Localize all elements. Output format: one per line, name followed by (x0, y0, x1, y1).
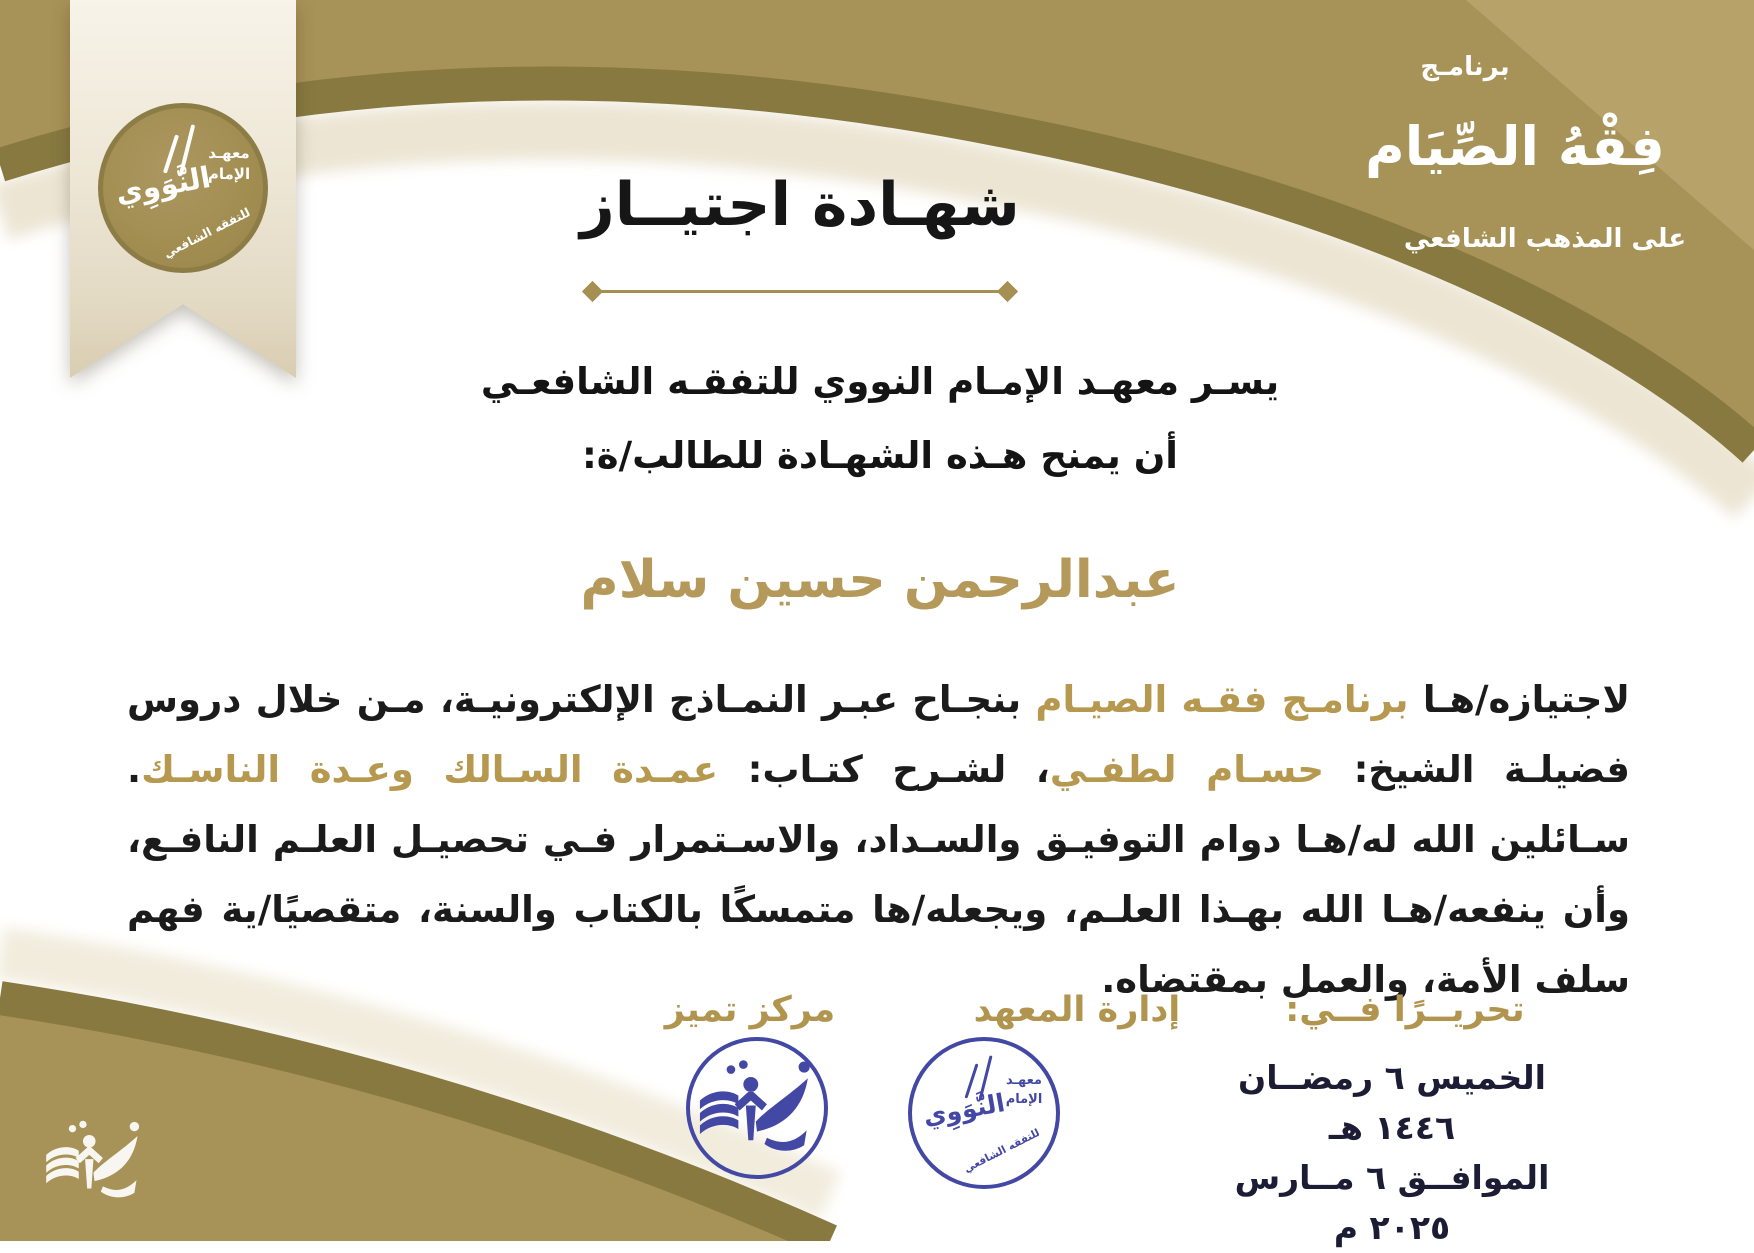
stamp-line2: الإمام (1005, 1092, 1043, 1107)
program-tagline: على المذهب الشافعي (1403, 224, 1687, 254)
stamp-line1: معهـد (1006, 1073, 1042, 1088)
gregorian-date: الموافــق ٦ مــارس ٢٠٢٥ م (1234, 1158, 1550, 1247)
intro-line2: أن يمنح هـذه الشهـادة للطالب/ة: (582, 434, 1178, 477)
certificate-body: لاجتيازه/هـا برنامـج فقـه الصيـام بنجـاح عبـر النمـاذج الإلكترونيـة، مـن خلال دروس فضيلـة الشيخ: حسـام لطفـي، لشـرح كتـاب: عمـدة السـالك وعـدة الناسـك. سـائلين الله له/هـا دوام التوفيـق والسـداد، والاسـتمرار فـي تحصيـل العلـم النافـع، وأن ينفعه/هـا الله بهـذا العلـم، ويجعله/ها متمسكًا بالكتاب والسنة، متقصيًا/ية فهم سلف الأمة، والعمل بمقتضاه. (127, 678, 1630, 1001)
institute-logo-calligraphy: النَّوَوِي (113, 159, 213, 211)
student-name: عبدالرحمن حسين سلام (580, 550, 1180, 610)
hijri-date: الخميس ٦ رمضــان ١٤٤٦ هـ (1238, 1058, 1546, 1147)
certificate-title: شهـادة اجتيــاز (580, 170, 1020, 240)
divider-line (600, 290, 1000, 293)
ribbon-bookmark (70, 0, 296, 378)
stamp-tagline: للتفقه الشافعي (962, 1126, 1042, 1176)
institute-logo (98, 103, 268, 273)
tamayoz-stamp (686, 1037, 828, 1179)
institute-logo-line1: معهـد (208, 144, 250, 162)
institute-logo-tagline: للتفقه الشافعي (161, 205, 253, 261)
program-kicker: برنامـج (1420, 52, 1510, 82)
institute-logo-line2: الإمام (207, 165, 251, 183)
stamp-calligraphy: النَّوَوِي (920, 1088, 1008, 1131)
tamayoz-stamp-icon (690, 1041, 824, 1175)
institute-admin-stamp (908, 1037, 1060, 1189)
institute-admin-label: إدارة المعهد (973, 990, 1181, 1030)
intro-line1: يسـر معهـد الإمـام النووي للتفقـه الشافعـي (480, 360, 1280, 403)
issued-on-label: تحريــرًا فــي: (1285, 990, 1525, 1030)
program-calligraphy: فِقْهُ الصِّيَام (1365, 115, 1665, 178)
tamayoz-center-label: مركز تميز (664, 990, 836, 1030)
title-divider (585, 282, 1015, 300)
diamond-ornament-icon (997, 280, 1018, 301)
issue-dates (1217, 1053, 1567, 1253)
intro-text (280, 345, 1480, 493)
diamond-ornament-icon (582, 280, 603, 301)
